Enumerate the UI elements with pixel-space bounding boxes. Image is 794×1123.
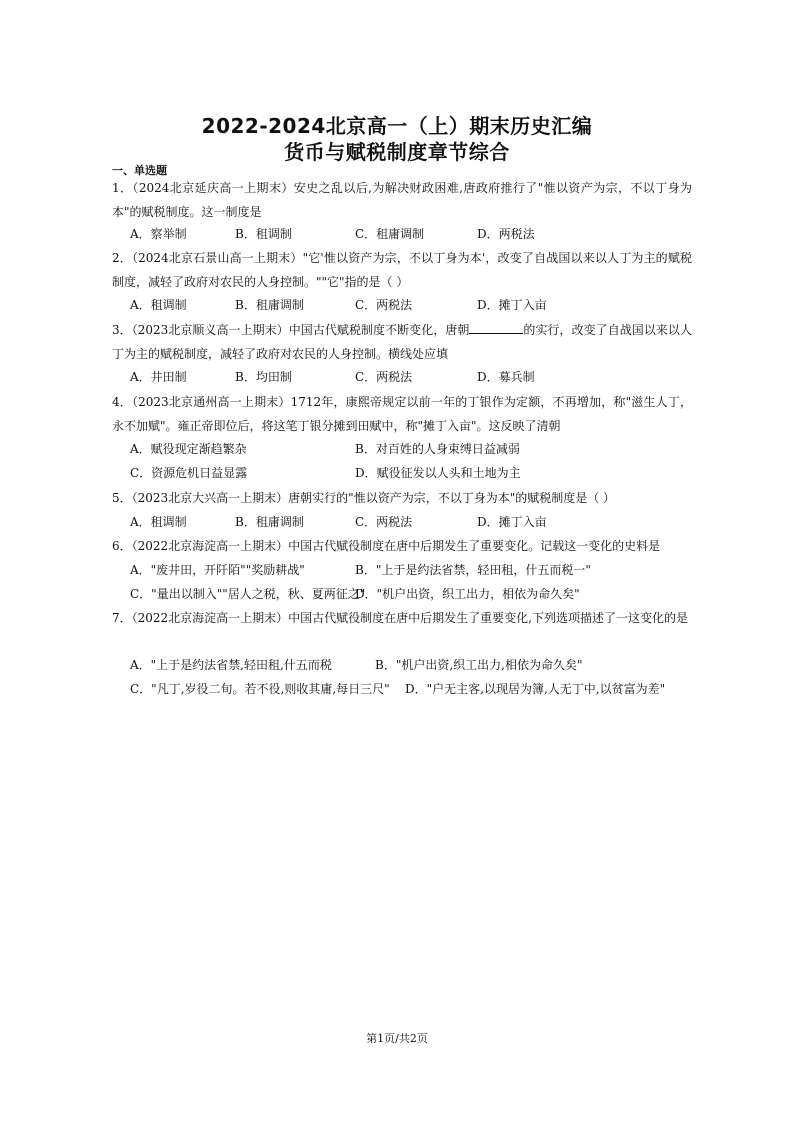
question-3-option-a[interactable]: A．井田制 — [130, 370, 187, 384]
question-1-text: 1．（2024北京延庆高一上期末）安史之乱以后,为解决财政困难,唐政府推行了"惟以资产为宗，不以丁身为本"的赋税制度。这一制度是 — [112, 181, 692, 219]
question-4-option-c[interactable]: C．资源危机日益显露 — [130, 466, 248, 480]
question-5-option-b[interactable]: B．租庸调制 — [235, 515, 304, 529]
question-3-text-after: 的实行，改变了自战国以来以人丁为主的赋税制度，减轻了政府对农民的人身控制。横线处应填 — [112, 323, 692, 361]
question-7-option-a[interactable]: A．"上于是约法省禁,轻田租,什五而税 — [130, 658, 332, 672]
question-7-option-b[interactable]: B．"机户出资,织工出力,相依为命久矣" — [375, 658, 583, 672]
question-2-option-b[interactable]: B．租庸调制 — [235, 298, 304, 312]
question-7-option-d[interactable]: D．"户无主客,以现居为簿,人无丁中,以贫富为差" — [405, 682, 666, 696]
question-5-option-c[interactable]: C．两税法 — [355, 515, 413, 529]
question-2-option-a[interactable]: A．租调制 — [130, 298, 187, 312]
question-5-option-d[interactable]: D．摊丁入亩 — [477, 515, 547, 529]
question-1-option-d[interactable]: D．两税法 — [477, 227, 535, 241]
question-6-text: 6．（2022北京海淀高一上期末）中国古代赋役制度在唐中后期发生了重要变化。记载这一变化的史料是 — [112, 539, 661, 553]
question-1-option-b[interactable]: B．租调制 — [235, 227, 292, 241]
question-2-text: 2．（2024北京石景山高一上期末）"它'惟以资产为宗，不以丁身为本'，改变了自战国以来以人丁为主的赋税制度，减轻了政府对农民的人身控制。""它"指的是（ ） — [112, 251, 692, 289]
question-6-option-b[interactable]: B．"上于是约法省禁，轻田租，什五而税一" — [355, 563, 591, 577]
question-3-option-d[interactable]: D．募兵制 — [477, 370, 535, 384]
question-3-answer-blank[interactable] — [469, 319, 523, 334]
question-3-text-before: 3．（2023北京顺义高一上期末）中国古代赋税制度不断变化，唐朝 — [112, 323, 470, 337]
question-2-option-c[interactable]: C．两税法 — [355, 298, 413, 312]
question-4-option-a[interactable]: A．赋役现定渐趋繁杂 — [130, 442, 247, 456]
question-3-option-b[interactable]: B．均田制 — [235, 370, 292, 384]
question-6-option-a[interactable]: A．"废井田，开阡陌""奖励耕战" — [130, 563, 305, 577]
question-5-text: 5．（2023北京大兴高一上期末）唐朝实行的"惟以资产为宗，不以丁身为本"的赋税制度是（ ） — [112, 491, 616, 505]
question-4-option-b[interactable]: B．对百姓的人身束缚日益减弱 — [355, 442, 520, 456]
question-4-text: 4．（2023北京通州高一上期末）1712年，康熙帝规定以前一年的丁银作为定额，不再增加，称"滋生人丁，永不加赋"。雍正帝即位后，将这笔丁银分摊到田赋中，称"摊丁入亩"。这反映了清朝 — [112, 395, 692, 433]
question-2-option-d[interactable]: D．摊丁入亩 — [477, 298, 547, 312]
question-4-option-d[interactable]: D．赋役征发以人头和土地为主 — [355, 466, 521, 480]
question-6-option-c[interactable]: C．"量出以制入""居人之税，秋、夏两征之" — [130, 587, 366, 601]
question-7-option-c[interactable]: C．"凡丁,岁役二旬。若不役,则收其庸,每日三尺" — [130, 682, 390, 696]
section-heading: 一、单选题 — [112, 164, 167, 177]
question-7-text: 7．（2022北京海淀高一上期末）中国古代赋役制度在唐中后期发生了重要变化,下列选项描述了一这变化的是 — [112, 611, 688, 625]
question-1-option-a[interactable]: A．察举制 — [130, 227, 187, 241]
document-subtitle: 货币与赋税制度章节综合 — [284, 140, 510, 164]
page-number: 第1页/共2页 — [366, 1032, 428, 1045]
question-3-option-c[interactable]: C．两税法 — [355, 370, 413, 384]
document-title: 2022-2024北京高一（上）期末历史汇编 — [201, 114, 593, 138]
question-1-option-c[interactable]: C．租庸调制 — [355, 227, 425, 241]
question-6-option-d[interactable]: D．"机户出资，织工出力，相依为命久矣" — [355, 587, 580, 601]
question-3-text — [112, 318, 692, 366]
question-5-option-a[interactable]: A．租调制 — [130, 515, 187, 529]
